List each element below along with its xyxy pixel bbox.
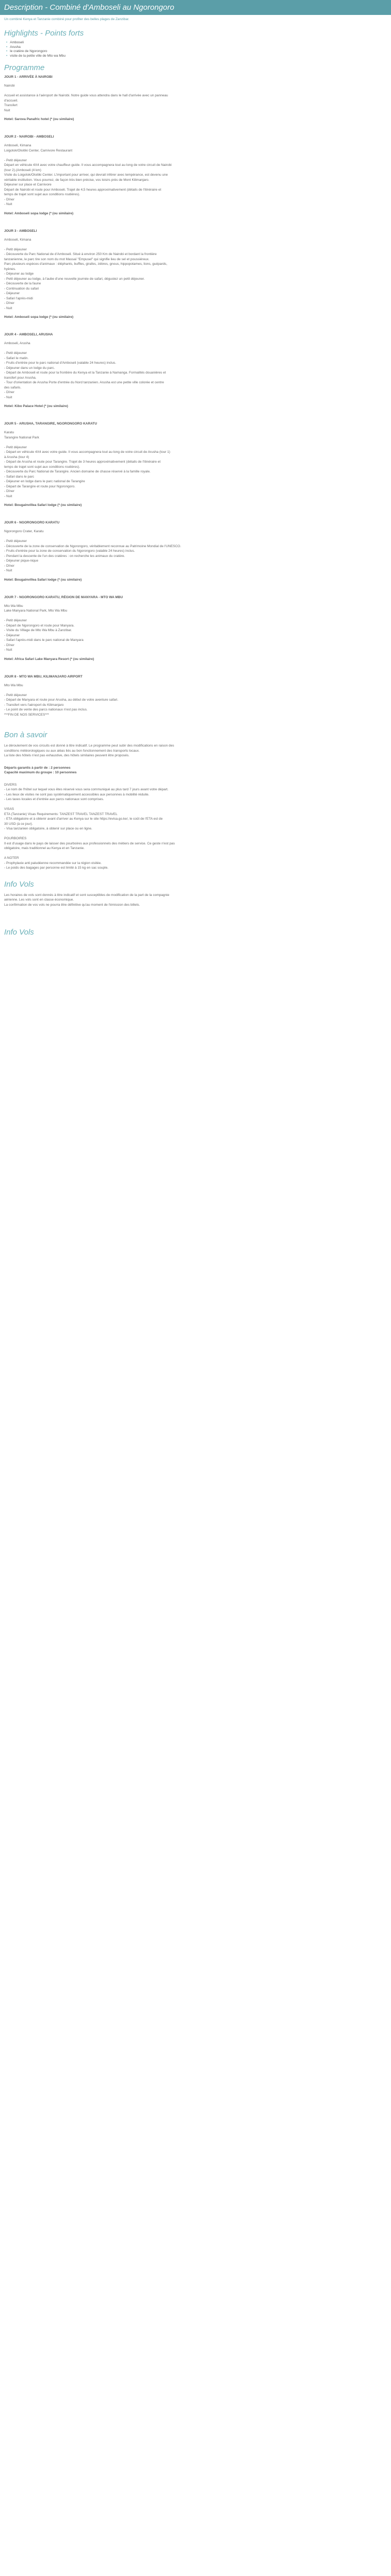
day-block xyxy=(4,135,387,216)
day-title: JOUR 5 - ARUSHA, TARANGIRE, NGORONGORO KARATU xyxy=(4,422,97,426)
day-hotel: Hotel: Sarova Panafric hotel (* (ou similaire) xyxy=(4,117,74,121)
flight-info-text: Les horaires de vols sont donnés à titre indicatif et sont susceptibles de modification de la part de la compagnie aérienne. Les vols sont en classe économique. La confirmation de vos vols ne pourra être définitive qu'au moment de l'émission des billets. xyxy=(4,893,170,907)
day-description: Karatu Tarangire National Park - Petit déjeuner - Départ en véhicule 4X4 avec votre guide. Il vous accompagnera tout au long de votre circuit de Arusha (tour 1) à Arusha (tour 4) - Départ de Arusha et route pour Tarangire. Trajet de 3 heures approximativement (détails de l'itinéraire et temps de trajet sont sujet aux conditions routières). - Découverte du Parc National de Tarangire. Ancien domaine de chasse réservé à la famille royale. - Safari dans le parc - Déjeuner en lodge dans le parc national de Tarangire - Départ de Tarangire et route pour Ngorongoro. - Dîner - Nuit xyxy=(4,431,170,498)
day-description: Amboseli, Kimana Loigotok/Oloitiki Center, Carnivore Restaurant - Petit déjeuner Départ en véhicule 4X4 avec votre chauffeur-guide. Il vous accompagnera tout au long de votre circuit de Nairobi (tour 2).(Amboseli (4 km) Visite du Loigotok/Oloitiki Center. L'important pour arriver, qui devrait inférer avec tempérance, est devenu une véritable institution. Vous pourrez, de façon très bien précise, vos loisirs près de Mont Kilimanjaro. Déjeuner sur place et Carnivore Départ de Nairobi et route pour Amboseli. Trajet de 4,5 heures approximativement (détails de l'itinéraire et temps de trajet sont sujet aux conditions routières). - Dîner - Nuit xyxy=(4,144,172,206)
flight-info-title-2: Info Vols xyxy=(4,928,34,937)
day-block xyxy=(4,229,387,320)
content xyxy=(0,18,391,937)
good-to-know-text: Le déroulement de vos circuits est donné à titre indicatif. Le programme peut subir des modifications en raison des conditions météorologiques ou aux aléas liés au bon fonctionnement des transports locaux. La liste des hôtels n'est pas exhaustive, des hôtels similaires peuvent être proposés. xyxy=(4,744,174,757)
day-block xyxy=(4,596,387,662)
day-title: JOUR 7 - NGORONGORO KARATU, RÉGION DE MANYARA - MTO WA MBU xyxy=(4,595,123,599)
day-block xyxy=(4,675,387,718)
intro-text: Un combiné Kenya et Tanzanie combiné pour profiter des belles plages de Zanzibar. xyxy=(4,18,129,21)
day-block xyxy=(4,521,387,582)
highlight-item: • le cratère de Ngorongoro xyxy=(6,49,387,54)
highlight-item: • Arusha xyxy=(6,45,387,50)
day-description: Amboseli, Arusha - Petit déjeuner - Safari le matin. - Fruits d'entrée pour le parc national d'Amboseli (valable 24 heures) inclus. - Déjeuner dans un lodge du parc. - Départ de Amboseli et route pour la frontière du Kenya et la Tanzanie à Namanga. Formalités douanières et transfert pour Arusha. - Tour d'orientation de Arusha Porte d'entrée du Nord tanzanien. Arusha est une petite ville colorée et centre des safaris. - Dîner - Nuit xyxy=(4,342,166,399)
day-hotel: Hotel: Amboseli sopa lodge (* (ou similaire) xyxy=(4,315,74,319)
day-title: JOUR 4 - AMBOSELI, ARUSHA xyxy=(4,333,53,336)
day-title: JOUR 6 - NGORONGORO KARATU xyxy=(4,521,60,524)
day-block xyxy=(4,333,387,409)
page xyxy=(0,0,391,947)
good-to-know-title: Bon à savoir xyxy=(4,731,47,739)
day-hotel: Hotel: Bougainvillea Safari lodge (* (ou similaire) xyxy=(4,578,82,582)
day-hotel: Hotel: Amboseli sopa lodge (* (ou similaire) xyxy=(4,211,74,215)
highlight-item: • Amboseli xyxy=(6,41,387,45)
day-title: JOUR 3 - AMBOSELI xyxy=(4,229,37,233)
highlight-item: • visite de la petite ville de Mto wa Mbu xyxy=(6,54,387,59)
day-block xyxy=(4,75,387,122)
day-description: Mto Wa Mbu Lake Manyara National Park, Mto Wa Mbu - Petit déjeuner - Départ de Ngorongoro et route pour Manyara. - Visite du Village de Mto Wa Mbu à Zanzibar. - Déjeuner - Safari l'après-midi dans le parc national de Manyara - Dîner - Nuit xyxy=(4,604,84,652)
day-title: JOUR 2 - NAIROBI - AMBOSELI xyxy=(4,135,54,139)
day-block xyxy=(4,422,387,507)
group-size-text: Départs garantis à partir de : 2 personnes Capacité maximum du groupe : 10 personnes xyxy=(4,766,77,774)
day-hotel: Hotel: Africa Safari Lake Manyara Resort (* (ou similaire) xyxy=(4,657,94,661)
day-description: Nairobi Accueil et assistance à l'aéroport de Nairobi. Notre guide vous attendra dans le hall d'arrivée avec un panneau d'accueil. Transfert Nuit xyxy=(4,84,168,112)
program-title: Programme xyxy=(4,63,45,72)
good-to-know-section xyxy=(4,731,387,871)
highlights-list xyxy=(4,41,387,58)
good-to-know-details: DIVERS - Le nom de l'hôtel sur lequel vous êtes réservé vous sera communiqué au plus tard 7 jours avant votre départ. - Les lieux de visites ne sont pas systématiquement accessibles aux personnes à mobilité réduite. - Les taxes locales et d'entrée aux parcs nationaux sont comprises. VISAS ETA (Tanzanie) Visas Requirements: TANZEST TRAVEL TANZEST TRAVEL - ETA obligatoire et à obtenir avant d'arriver au Kenya sur le site https://evisa.go.ke/, le coût de l'ETA est de 30 USD (à ce jour). - Visa tanzanien obligatoire, à obtenir sur place ou en ligne. POURBOIRES Il est d'usage dans le pays de laisser des pourboires aux professionnels des métiers de service. Ce geste n'est pas obligatoire, mais traditionnel au Kenya et en Tanzanie. A NOTER - Prophylaxie anti paludéenne recommandée sur la région visitée. - Le poids des bagages par personne est limité à 15 kg en sac souple. xyxy=(4,783,175,870)
day-hotel: Hotel: Bougainvillea Safari lodge (* (ou similaire) xyxy=(4,503,82,507)
day-title: JOUR 1 - ARRIVÉE À NAIROBI xyxy=(4,75,53,79)
day-hotel: Hotel: Kibo Palace Hotel (* (ou similaire) xyxy=(4,404,68,408)
page-title: Description - Combiné d'Amboseli au Ngorongoro xyxy=(0,0,391,15)
flight-info-title: Info Vols xyxy=(4,879,34,889)
day-title: JOUR 8 - MTO WA MBU, KILIMANJARO AIRPORT xyxy=(4,674,83,679)
day-description: Amboseli, Kimana - Petit déjeuner - Découverte du Parc National de d'Amboseli. Situé à environ 250 Km de Nairobi et bordant la frontière tanzanienne, le parc tire son nom du mot Massaï "Empusel" qui signifie lieu de sel et poussiéreux. Parc plusieurs espèces d'animaux : éléphants, buffles, girafes, zèbres, gnous, hippopotames, lions, guépards, hyènes. - Déjeuner au lodge - Petit déjeuner au lodge, à l'aube d'une nouvelle journée de safari, dégustez un petit déjeuner. - Découverte de la faune - Continuation du safari - Déjeuner - Safari l'après-midi - Dîner - Nuit xyxy=(4,238,168,310)
day-description: Mto Wa Mbu - Petit déjeuner - Départ de Manyara et route pour Arusha, au début de votre aventure safari. - Transfert vers l'aéroport du Kilimanjaro - Le point de vente des parcs nationaux n'est pas inclus. ***FIN DE NOS SERVICES*** xyxy=(4,683,119,717)
day-description: Ngorongoro Crater, Karatu - Petit déjeuner - Découverte de la zone de conservation de Ngorongoro, véritablement reconnue au Patrimoine Mondial de l'UNESCO. - Fruits d'entrée pour la zone de conservation du Ngorongoro (valable 24 heures) inclus. - Pendant la descente de l'un des cratères : on recherche les animaux du cratère. - Déjeuner pique-nique - Dîner - Nuit xyxy=(4,530,182,572)
highlights-title: Highlights - Points forts xyxy=(4,29,84,38)
